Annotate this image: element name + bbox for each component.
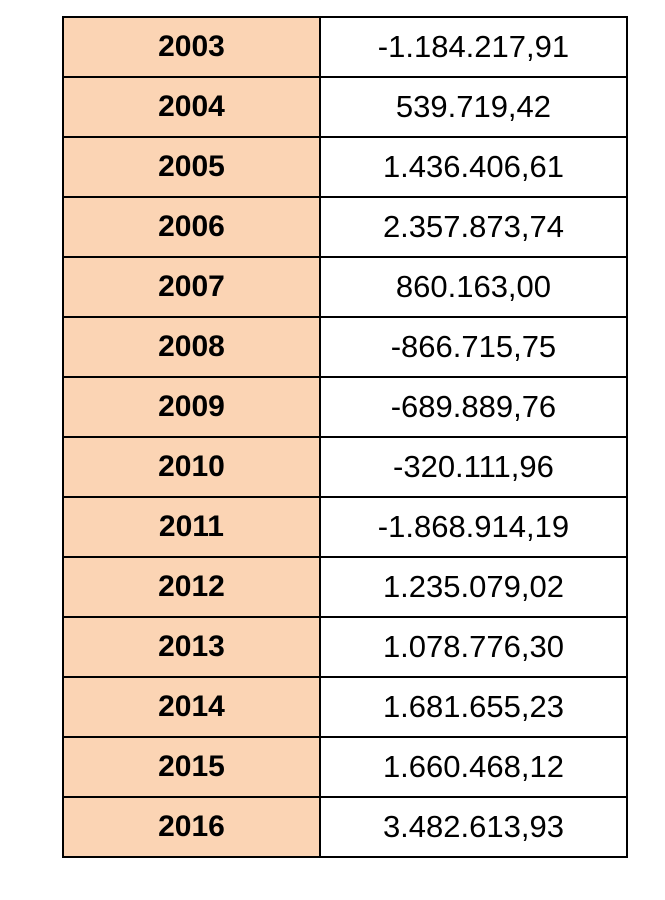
value-cell: 1.436.406,61 [320,137,627,197]
value-cell: 2.357.873,74 [320,197,627,257]
value-cell: -1.868.914,19 [320,497,627,557]
year-cell: 2013 [63,617,320,677]
year-cell: 2004 [63,77,320,137]
year-cell: 2003 [63,17,320,77]
year-cell: 2011 [63,497,320,557]
value-cell: -689.889,76 [320,377,627,437]
table-row [63,17,627,77]
year-cell: 2006 [63,197,320,257]
year-cell: 2007 [63,257,320,317]
year-cell: 2008 [63,317,320,377]
table-row [63,257,627,317]
table-body [63,17,627,857]
value-cell: -320.111,96 [320,437,627,497]
table-row [63,77,627,137]
year-cell: 2014 [63,677,320,737]
year-cell: 2005 [63,137,320,197]
value-cell: 1.681.655,23 [320,677,627,737]
table-row [63,137,627,197]
table-row [63,437,627,497]
table-row [63,797,627,857]
value-cell: -866.715,75 [320,317,627,377]
table-row [63,197,627,257]
table-row [63,317,627,377]
year-cell: 2012 [63,557,320,617]
table-row [63,377,627,437]
year-cell: 2016 [63,797,320,857]
table-row [63,557,627,617]
value-cell: 3.482.613,93 [320,797,627,857]
value-cell: 860.163,00 [320,257,627,317]
table-row [63,677,627,737]
table-row [63,617,627,677]
value-cell: -1.184.217,91 [320,17,627,77]
year-cell: 2015 [63,737,320,797]
value-cell: 1.660.468,12 [320,737,627,797]
value-cell: 1.235.079,02 [320,557,627,617]
yearly-values-table [62,16,628,858]
value-cell: 539.719,42 [320,77,627,137]
year-cell: 2009 [63,377,320,437]
year-cell: 2010 [63,437,320,497]
value-cell: 1.078.776,30 [320,617,627,677]
table-row [63,497,627,557]
table-row [63,737,627,797]
